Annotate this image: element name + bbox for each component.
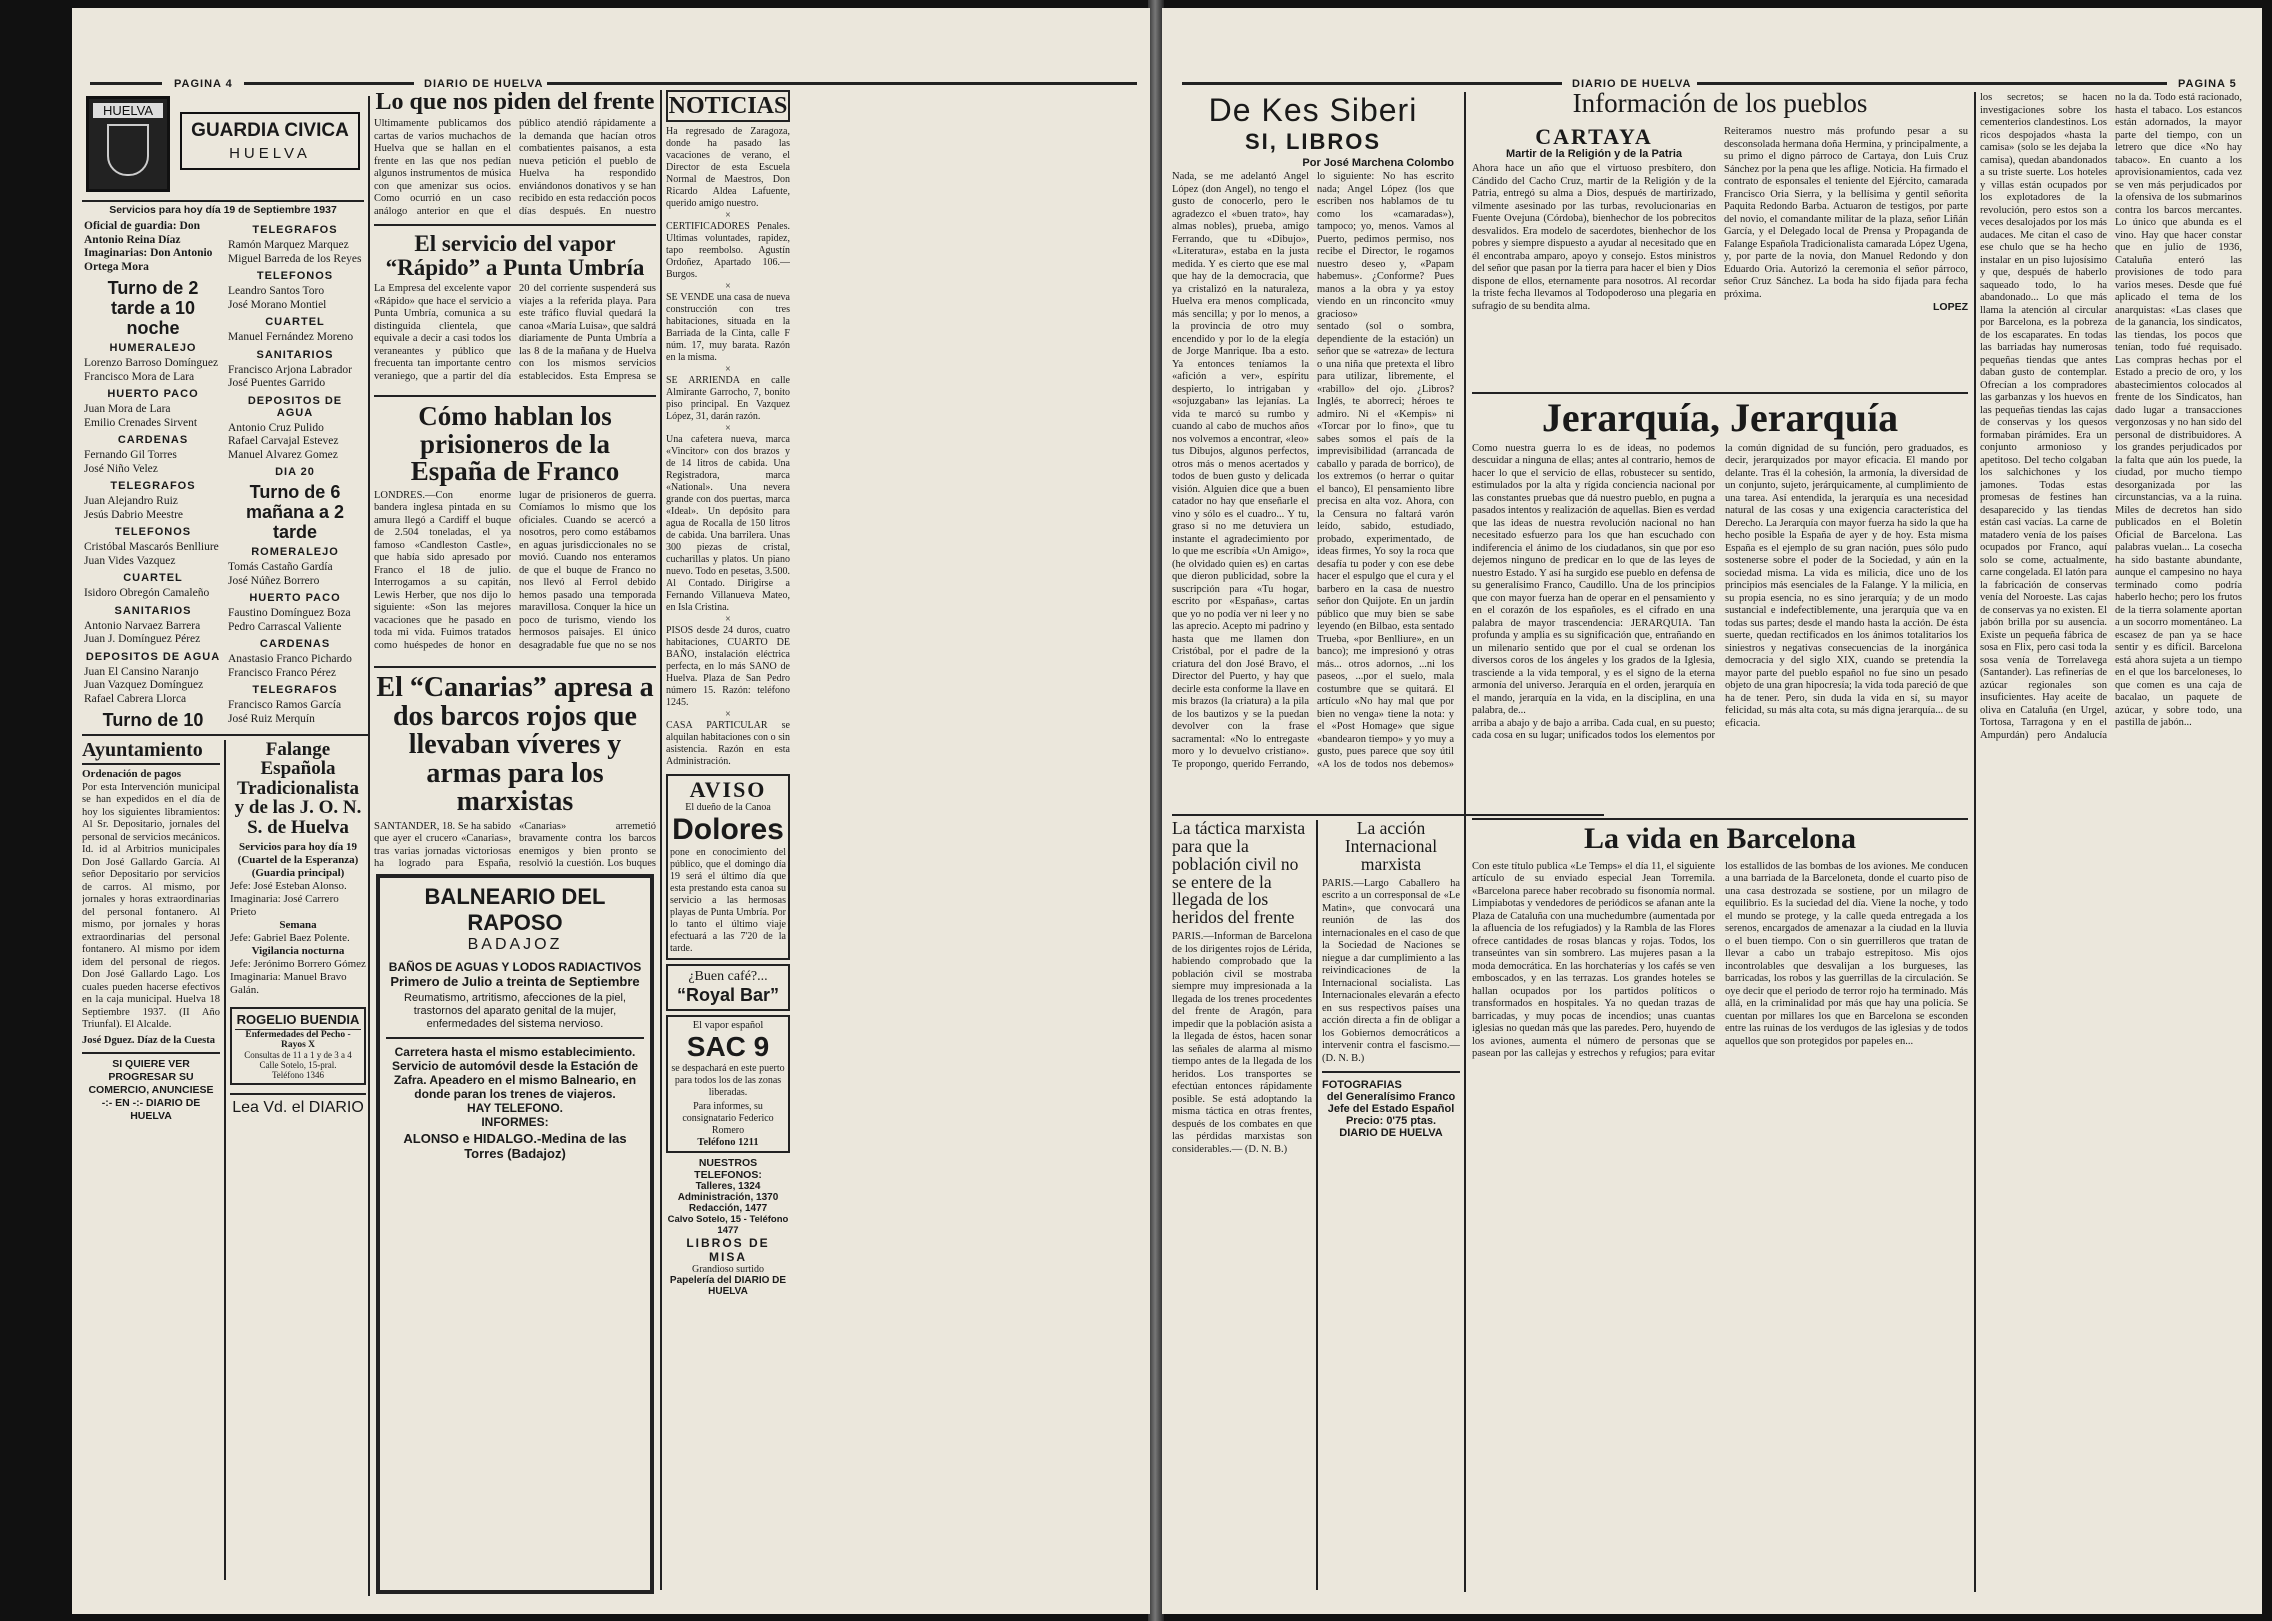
service-name: José Morano Montiel [228,298,327,311]
falange-section [230,740,366,1610]
service-name: Isidoro Obregón Camaleño [84,587,210,599]
page-number-right: PAGINA 5 [2178,78,2237,90]
ayuntamiento-section: Ayuntamiento Ordenación de pagos Por esta Intervención municipal se han expedidos en el día de hoy los siguientes libramientos: Al Sr. Depositario, jornales del personal de servicios mecánicos. Id. id al Arbitrios municipales Don José Gallardo García. Al señor Depositario por servicios de carros. Al mismo, por jornales y horas extraordinarias del personal fontanero. Al mismo, por jornales y horas extraordinarias del personal fontanero. Al mismo por idem idem del personal de riegos. Don José Gallardo Lago. Los cuales pueden hacerse efectivos en la caja municipal. Huelva 18 Septiembre 1937. (II Año Triunfal). El Alcalde. José Dguez. Díaz de la Cuesta SI QUIERE VER PROGRESAR SU COMERCIO, ANUNCIESE -:- EN -:- DIARIO DE HUELVA [82,740,220,1122]
noticia-item: SE ARRIENDA en calle Almirante Garrocho, 7, bonito piso principal. En Vazquez López, 31, darán razón. [666,375,790,423]
service-heading: CUARTEL [123,572,183,584]
canarias-body: SANTANDER, 18. Se ha sabido que ayer el crucero «Canarias», tras varias jornadas victoriosas ha logrado para España, «Canarias» arremetió bravamente contra los barcos enemigos y bien pronto se resolvió la cuestión. Los buques [374,820,656,870]
service-name: Rafael Carvajal Estevez [228,435,339,447]
siberi-author: Por José Marchena Colombo [1302,157,1454,169]
vapor-title: El servicio del vapor “Rápido” a Punta Umbría [385,231,645,280]
service-heading: HUMERALEJO [109,342,197,354]
service-name: Juan Alejandro Ruiz [84,495,178,507]
frente-title: Lo que nos piden del frente [375,90,655,115]
service-heading: TELEGRAFOS [252,224,338,236]
service-name: Francisco Ramos García [228,699,342,711]
service-name: Antonio Cruz Pulido [228,421,324,434]
jerarquia-section [1472,398,1968,816]
falange-line: Imaginaria: Manuel Bravo Galán. [230,970,347,996]
servicios-col-a: Oficial de guardia: Don Antonio Reina Díaz Imaginarias: Don Antonio Ortega Mora Turno de 2 tarde a 10 noche HUMERALEJO Lorenzo Barroso Domínguez Francisco Mora de Lara HUERTO PACO Juan Mora de Lara Emilio Crenades Sirvent CARDENAS Fernando Gil Torres José Niño Velez TELEGRAFOS Juan Alejandro Ruiz Jesús Dabrio Meestre TELEFONOS Cristóbal Mascarós Benlliure Juan Vides Vazquez CUARTEL Isidoro Obregón Camaleño SANITARIOS Antonio Narvaez Barrera Juan J. Domínguez Pérez DEPOSITOS DE AGUA Juan El Cansino Naranjo Juan Vazquez Domínguez Rafael Cabrera Llorca Turno de 10 [84,220,222,731]
separator-x: × [725,364,731,376]
falange-title: Falange Española Tradicionalista y de las J. O. N. S. de Huelva [234,740,362,838]
service-name: Antonio Narvaez Barrera [84,619,201,632]
guardia-place: HUELVA [229,145,311,162]
guardia-title: GUARDIA CIVICA [191,120,349,141]
aviso-ad: AVISO El dueño de la Canoa Dolores pone en conocimiento del público, que el domingo día 19 será el último día que esta prestando esta canoa su servicio a las hermosas playas de Punta Umbría. Por lo tanto el último viaje efectuará a las 7'20 de la tarde. [666,774,790,959]
barcelona-title: La vida en Barcelona [1584,824,1856,855]
ayuntamiento-sign: José Dguez. Díaz de la Cuesta [82,1034,215,1046]
jerarquia-title: Jerarquía, Jerarquía [1541,398,1899,440]
info-title: Información de los pueblos [1572,90,1868,118]
rightcol-section [1980,92,2242,1610]
separator-x: × [725,709,731,721]
ayuntamiento-body: Por esta Intervención municipal se han expedidos en el día de hoy los siguientes libramientos: Al Sr. Depositario, jornales del personal de servicios mecánicos. Id. id al Arbitrios municipales Don José Gallardo García. Al señor Depositario por servicios de carros. Al mismo, por jornales y horas extraordinarias del personal fontanero. Al mismo, por jornales y horas extraordinarias del personal fontanero. Al mismo por idem idem del personal de riegos. Don José Gallardo Lago. Los cuales pueden hacerse efectivos en la caja municipal. Huelva 18 Septiembre 1937. (II Año Triunfal). El Alcalde. [82,781,220,1031]
falange-line: Imaginaria: José Carrero Prieto [230,892,339,918]
service-name: Francisco Mora de Lara [84,370,195,383]
rogelio-ad: ROGELIO BUENDIA Enfermedades del Pecho - Rayos X Consultas de 11 a 1 y de 3 a 4 Calle Sotelo, 15-pral. Teléfono 1346 [230,1007,366,1085]
vapor-body: La Empresa del excelente vapor «Rápido» que hace el servicio a Punta Umbría, comunica a su distinguida clientela, que equivale a decir a casi todos los veraneantes y público que frecuenta tan importante centro veraniego, que a partir del día 20 del corriente suspenderá sus viajes a la referida playa. Para este tráfico fluvial quedará la canoa «María Luisa», que saldrá diariamente de Punta Umbría a las 8 de la mañana y de Huelva con los mismos servicios establecidos. Esta Empresa se [374,283,656,382]
service-heading: CARDENAS [259,638,331,650]
service-name: Juan El Cansino Naranjo [84,665,199,678]
falange-line: Jefe: Gabriel Baez Polente. [230,931,350,944]
accion-section: La acción Internacional marxista PARIS.—Largo Caballero ha escrito a un corresponsal de «Le Matin», que convocará una reunión de las dos internacionales en el caso de que la Sociedad de Naciones se niegue a dar cumplimiento a las reivindicaciones de la Internacional socialista. Las Internacionales elevarán a efecto en sus respectivos países una acción directa a fin de obligar a los Gobiernos democráticos a intervenir contra el fascismo.— (D. N. B.) FOTOGRAFIAS del Generalísimo Franco Jefe del Estado Español Precio: 0'75 ptas. DIARIO DE HUELVA [1322,820,1460,1140]
service-name: Manuel Alvarez Gomez [228,448,338,461]
separator-x: × [725,423,731,435]
noticia-item: CASA PARTICULAR se alquilan habitaciones con o sin asistencia. Razón en esta Administración. [666,720,790,768]
separator-x: × [725,281,731,293]
frente-body: Ultimamente publicamos dos cartas de varios muchachos de Huelva que se hallan en el frente en las que nos pedían algunos instrumentos de música con que amenizar sus ocios. Como ocurrió en un caso análogo anterior en que el público atendió rápidamente a la demanda que hacían otros combatientes paisanos, a esta nueva petición el pueblo de Huelva ha respondido enviándonos donativos y se han recibido en esta redacción pocos días después. En nuestro [374,118,656,217]
service-name: Cristóbal Mascarós Benlliure [84,541,219,553]
siberi-sub: SI, LIBROS [1244,129,1382,154]
servicios-col-b [228,220,362,731]
service-name: Faustino Domínguez Boza [228,607,351,619]
siberi-body-2: sentado (sol o sombra, dependiente de la estación) un señor que se «atreza» de lectura o una niña que pretexta el libro para utilizar, libremente, el «rabillo» del ojo. ¿Libros? Inglés, te aborreci; héroes te admiro. Ni el «Kempis» ni «Torcar por lo fino», que tu sabes somos el país de la imprevisibilidad (arrancada de caballo y parada de borrico), de los extremos (o herrar o quitar el banco), El pensamiento libre precisa en alta voz. Ahora, con la Censura no faltará varón leído, sabido, estudiado, probado, experimentado, de ideas firmes, Yo soy la roca que desafía tu poder y con ese debe hacer el espulgo que el cura y el barbero en la casa de nuestro señor don Quijote. En un jardín público que muy bien se sabe leyendo (en Bilbao, esta sentado Trueba, «por Benlliure», en un banco); me impresionó y otras más... otros adornos, ...ni los paseos, ...por el suelo, mala costumbre que se quitará. El artículo «No hay mal que por bien no venga» tiene la nota: y el «Post Homage» que sigue «bandearon tiempo» y yo muy a gusto, pues parece que soy útil «A los de todos nos debemos» [1317,321,1454,770]
prisioneros-title: Cómo hablan los prisioneros de la España de Franco [410,401,620,487]
jerarquia-body: Como nuestra guerra lo es de ideas, no podemos descuidar a ninguna de ellas; antes al contrario, hemos de hacer lo que el servicio de ellas, robustecer su sentido, estimulados por la alta y rígida conciencia nacional por las constantes pruebas que dá nuestro pueblo, en pugna a pasados intentos y realización de aquellas. Bien es verdad que las ideas de nuestra revolución nacional no han necesitado esfuerzo para los que han escuchado con indiferencia el ánimo de los ciudadanos, sin que por eso dejemos ninguno de predicar en lo que de las leyes de nuestro Estado. Y así ha surgido ese pueblo en defensa de su generalísimo Franco, Caudillo. Una de los principios que con mayor fuerza han de operar en el pensamiento y en el corazón de los españoles, es el cifrado en una palabra de mayor trascendencia: JERARQUIA. Tan profunda y amplia es su significación que, entrañando en un milenario sentido que por el cual se ordenan los diversos coros de los ángeles y los grados de la Iglesia, trasciende a la vida temporal, y es el signo de la eterna armonía del universo. Jerarquía en el orden, jerarquía en el mando, jerarquía en la vida, en la disciplina, en una palabra, de... [1472,442,1715,717]
service-name: Jesús Dabrio Meestre [84,508,184,521]
service-heading: SANITARIOS [114,604,192,617]
sac-ad: El vapor español SAC 9 se despachará en este puerto para todos los de las zonas liberadas. Para informes, su consignatario Federico Romero Teléfono 1211 [666,1015,790,1153]
siberi-body-1: Nada, se me adelantó Angel López (don Angel), no tengo el gusto de conocerlo, pero le agradezco el «buen trato», hay almas nobles), prueba, amigo Ferrando, que tu «Dibujo», «Literatura», estaba en la justa medida. Y es cierto que ese mal que hay de la democracia, que ya cristalizó en la naturaleza, Huelva era menos complicada, más sencilla; y por lo menos, a la provincia de otro muy encendido y por lo de la elegía de Jorge Manrique. Iba a esto. Ya entonces teníamos la «afición a ver», espíritu despierto, lo intrigaban y «sojuzgaban» las lejanías. La vida te marcó su rumbo y cuando al cabo de muchos años nos volvemos a encontrar, «leo» tus Dibujos, algunos perfectos, otros más o menos acertados y todos de buen gusto y delicada visión. Alguien dice que a buen catador no hay que enseñarle el vino y sólo es el cuadro... Y tu, graso si no me detuviera un instante el agradecimiento por lo que me escribía «Un Amigo», (he olvidado quien es) en cartas que dieron publicidad, sobre la suscripción para «Tu hogar, escrito por «Españas», cartas que yo no podía ver ni leer y no las aprecio. Acepto mi padrino y hasta que me llamen don Cristóbal, por el padre de la criatura del don José Bravo, el Director del Puerto, y hay que decirle esta conforme la llave en mis brazos (la criatura) a la pila de los bautizos y se la puedan devolver con la frase sacramental: «No lo entregaste moro y lo devuelvo cristiano». Te propongo, querido Ferrando, lo siguiente: No has escrito nada; Angel López (los que escriben nos hablamos de tu como los «camaradas»), tampoco; yo, menos. Vamos al Puerto, pedimos permiso, nos recibe el Director, le rogamos nuestro deseo y, «Papam habemus». ¿Conforme? Pues manos a la obra y ya estoy viendo en un rinconcito «muy gracioso» [1172,171,1454,770]
service-heading: TELEFONOS [114,526,192,538]
masthead-right: DIARIO DE HUELVA [1572,78,1692,90]
turno-3: Turno de 6 mañana a 2 tarde [245,482,345,542]
service-heading: DEPOSITOS DE AGUA [247,394,343,419]
service-name: Fernando Gil Torres [84,449,177,461]
service-name: José Puentes Garrido [228,377,326,389]
guardia-civica-section [82,96,364,731]
service-heading [228,730,362,731]
guardia-title-box [180,112,360,170]
turno-2: Turno de 10 [102,710,204,730]
falange-line: Jefe: José Esteban Alonso. [230,879,347,892]
falange-line: Semana [279,918,317,931]
service-name: Miguel Barreda de los Reyes [228,252,362,265]
tactica-section [1172,820,1312,1610]
service-name: Anastasio Franco Pichardo [228,653,352,665]
service-name: Francisco Franco Pérez [228,666,336,679]
service-name: Manuel Fernández Moreno [228,331,354,343]
service-heading: CARDENAS [117,434,189,446]
page-number: PAGINA 4 [174,78,233,90]
left-page [72,8,1150,1614]
servicios-heading: Servicios para hoy día 19 de Septiembre 1937 [109,204,337,216]
tactica-title: La táctica marxista para que la población civil no se entere de la llegada de los heridos del frente [1172,820,1306,928]
service-heading: DEPOSITOS DE AGUA [85,650,221,663]
info-pueblos-section: Información de los pueblos CARTAYA Martir de la Religión y de la Patria Ahora hace un año que el virtuoso presbítero, don Cándido del Cacho Cruz, martir de la Religión y de la Patria, entregó su alma a Dios, después de martirizado, vilmente asesinado por las turbas, revolucionarias en Fuente Ovejuna (Córdoba), bienhechor de los pobrecitos desvalidos. Era modelo de sacerdotes, bienhechor de los pobres y siempre dispuesto a ayudar al necesitado que en él encontraba amparo, apoyo y consejo. Estos ministros del señor que pasan por la tierra para hacer el bien y Dios dispone de ellos, eternamente para nosotros. Al recordar la triste fecha llevamos al Todopoderoso una plegaria en sufragio de su bendita alma. Reiteramos nuestro más profundo pesar a su desconsolada hermana doña Hermina, y principalmente, a su primo el digno párroco de Cartaya, don Luis Cruz Sánchez por la pena que les aflige. Noticia. Ha firmado el contrato de esponsales el teniente del Ejército, camarada Francisco Oria Sierra, y la bellísima y gentil señorita Paquita Redondo Barba. Actuaron de testigos, por parte del novio, el comandante militar de la plaza, señor Liñán García, y el Delegado local de Prensa y Propaganda de Falange Española Tradicionalista camarada López Ugena, y, por parte de la novia, don Manuel Redondo y don Eduardo Oria. Autorizó la ceremonia el señor párroco, señor Cruz Sánchez. La boda ha sido fijada para fecha próxima. LOPEZ [1472,90,1968,313]
service-heading: HUERTO PACO [107,388,199,400]
service-name: Lorenzo Barroso Domínguez [84,357,219,369]
service-heading: TELEFONOS [256,270,334,282]
service-name: Juan Vides Vazquez [84,554,176,567]
falange-line: Jefe: Jerónimo Borrero Gómez [230,957,366,970]
service-name: José Niño Velez [84,462,158,475]
siberi-title: De Kes Siberi [1208,92,1418,128]
right-page [1162,8,2262,1614]
royal-bar-ad: ¿Buen café?... “Royal Bar” [666,964,790,1011]
service-name: Juan Vazquez Domínguez [84,679,204,691]
noticia-item: PISOS desde 24 duros, cuatro habitaciones, CUARTO DE BAÑO, instalación eléctrica perfecta, en lo más SANO de Huelva. Plaza de San Pedro número 15. Razón: teléfono 1245. [666,625,790,709]
turno-1: Turno de 2 tarde a 10 noche [107,278,199,338]
info-body-1: Ahora hace un año que el virtuoso presbítero, don Cándido del Cacho Cruz, martir de la Religión y de la Patria, entregó su alma a Dios, después de martirizado, vilmente asesinado por las turbas, revolucionarias en Fuente Ovejuna (Córdoba), bienhechor de los pobrecitos desvalidos. Era modelo de sacerdotes, bienhechor de los pobres y siempre dispuesto a ayudar al necesitado que en él encontraba amparo, apoyo y consejo. Estos ministros del señor que pasan por la tierra para hacer el bien y Dios dispone de ellos, eternamente para nosotros. Al recordar la triste fecha llevamos al Todopoderoso una plegaria en sufragio de su bendita alma. [1472,163,1716,312]
falange-line: (Guardia principal) [251,866,345,879]
service-name: Ramón Marquez Marquez [228,239,349,251]
service-heading: ROMERALEJO [251,546,339,558]
info-body-2: Reiteramos nuestro más profundo pesar a su desconsolada hermana doña Hermina, y principalmente, a su primo el digno párroco de Cartaya, don Luis Cruz Sánchez por la pena que les aflige. Noticia. Ha firmado el contrato de esponsales el teniente del Ejército, camarada Francisco Oria Sierra, y la bellísima y gentil señorita Paquita Redondo Barba. Actuaron de testigos, por parte del novio, el comandante militar de la plaza, señor Liñán García, y el Delegado local de Prensa y Propaganda de Falange Española Tradicionalista camarada López Ugena, y, por parte de la novia, don Manuel Redondo y don Eduardo Oria. Autorizó la ceremonia el señor párroco, señor Cruz Sánchez. La boda ha sido fijada para fecha próxima. [1724,126,1968,300]
jerarquia-body-2: arriba a abajo y de bajo a arriba. Cada cual, en su puesto; cada cosa en su lugar; unificados todos los elementos por la común dignidad de su función, pero graduados, es decir, jerarquizados por mayor eficacia. El mando por delante. Tras él la cohesión, la armonía, la diversidad de un conjunto, sujeto, jerárquicamente, al cumplimiento de una tarea. Así entendida, la jerarquía es una necesidad natural de las cosas y una exigencia característica del Derecho. La Jerarquía con mayor fuerza ha sido la que ha hecho posible la España de ayer y de hoy. Esta misma España es el ejemplo de su gran nación, pues sólo pudo sostenerse sobre el poder de la Sociedad, y aún en la sociedad misma. La vida es milicia, dice uno de los principios más esenciales de la Falange. Y la milicia, en su propia esencia, no es sino jerarquía; y de un modo sustancial e indefectiblemente, una jerarquía que va en todas sus partes; desde el mando hasta la acción. De ésta suerte, quedan rectificados en los ánimos totalitarios los siniestros y negativas consecuencias de la inorgánica democracia y del siglo XIX, cuando se pretendía la mayor parte del pueblo español no fue sino un pesado objeto de una gran hipocresía; la vida toda pareció de que ha de tener. Pero, sin duda la vida en sí, su mayor felicidad, su más alta cota, su más digna jerarquía... de su eficacia. [1472,442,1968,742]
service-name: Juan J. Domínguez Pérez [84,633,201,645]
noticias-section [666,90,790,1610]
service-heading: DIA 20 [275,466,315,478]
shield-icon [107,124,149,176]
service-heading: TELEGRAFOS [252,684,338,696]
service-heading: TELEGRAFOS [110,480,196,492]
service-heading: HUERTO PACO [249,592,341,604]
service-name: Tomás Castaño Gardía [228,561,333,573]
canarias-title: El “Canarias” apresa a dos barcos rojos que llevaban víveres y armas para los marxistas [376,671,654,818]
service-name: Juan Mora de Lara [84,403,171,415]
tactica-body: PARIS.—Informan de Barcelona de los dirigentes rojos de Lérida, habiendo comprobado que la población civil se mostraba siempre muy impresionada a la llegada de los trenes procedentes del frente de Aragón, para impedir que la población asista a la llegada de éstos, hacen sonar las señales de alarma al mismo tiempo antes de la llegada de los heridos. Los transportes se efectúan entonces rápidamente posible. Se está adoptando la misma táctica en otras frentes, después de los combates en que las pérdidas marxistas son considerables.— (D. N. B.) [1172,931,1312,1155]
balneario-ad: BALNEARIO DEL RAPOSO BADAJOZ BAÑOS DE AGUAS Y LODOS RADIACTIVOS Primero de Julio a treinta de Septiembre Reumatismo, artritismo, afecciones de la piel, trastornos del aparato genital de la mujer, enfermedades del sistema nervioso. Carretera hasta el mismo establecimiento. Servicio de automóvil desde la Estación de Zafra. Apeadero en el mismo Balneario, en donde paran los trenes de viajeros. HAY TELEFONO. INFORMES: ALONSO e HIDALGO.-Medina de las Torres (Badajoz) [376,874,654,1594]
barcelona-body: Con este título publica «Le Temps» el día 11, el siguiente artículo de su enviado especial Jean Torremila. «Barcelona parece haber recobrado su fisonomía normal. Limpiabotas y vendedores de periódicos se afanan ante la Plaza de Cataluña con una muchedumbre (aumentada por la afluencia de los refugiados) y la Rambla de las Flores ofrece cantidades de rosas blancas y rojas. Todos, los transeúntes van sin sombrero. Las mujeres pasan a la moda democrática. En las horchaterías y los cafés se ven emboscados, y en las terrazas. Los grandes hoteles se hallan ocupados por los partidos políticos o transformados en hospitales. Ya no quedan trazas de barricadas, y muy pocas de incendios; unas cuantas iglesias no quedan más que las paredes. Pero, huyendo de los aviones, aumenta el número de personas que se pasean por las callejas y estrechos y refugios; para evitar los estallidos de las bombas de los aviones. Me conducen a una barriada de la Barceloneta, donde el cuarto piso de una casa destrozada se sostiene, por un milagro de equilibrio. Es la suciedad del día. Viene la noche, y todo el mundo se protege, y la calle queda entregada a los serenos, encargados de amenazar a la ciudad en la lluvia o el buen tiempo. Con o sin guerrilleros que tratan de llevar a cabo un trabajo estrepitoso. Mis ojos incontrolables que desvalijan a los burgueses, las barricadas, los robos y las guerrillas de la circulación. Se oye decir que el periodo de terror rojo ha terminado. Más allá, en la criminalidad por más que hay una policía. Se cuentan por millares los que en Barcelona se esconden entre las ruinas de los verdugos de las iglesias y de todos aquellos que son protegidos por papeles en... [1472,860,1968,1060]
noticia-item: Una cafetera nueva, marca «Vincitor» con dos brazos y de 14 litros de cabida. Una Registradora, marca «National». Una nevera grande con dos puertas, marca «Ideal». Un depósito para agua de Rocalla de 150 litros de cabida. Una barrilera. Unas 300 piezas de cristal, cucharillas y platos. Un piano nuevo. Todo en pesetas, 3.500. Al Contado. Dirigirse a Fernando Villanueva Mateo, en Isla Cristina. [666,434,790,614]
service-heading: CUARTEL [265,316,325,328]
separator-x: × [725,210,731,222]
separator-x: × [725,614,731,626]
prisioneros-body: LONDRES.—Con enorme bandera inglesa pintada en su amura llegó a Cardiff el buque de 2.504 toneladas, el ya famoso «Candleston Castle», que había sido apresado por Franco el 18 de julio. Interrogamos a su capitán, Lewis Herber, que nos dijo lo siguiente: «Son las mejores vacaciones que he pasado en toda mi vida. Fuimos tratados como huéspedes de honor en lugar de prisioneros de guerra. Comíamos lo mismo que los oficiales. Cuando se acercó a nosotros, pero como estábamos en aguas jurisdiccionales no se movió. Cuando nos enteramos de que el buque de Franco no nos llevó al Ferrol debido hemos pasado una temporada maravillosa. Conquer la hice un poco de turismo, viendo los hermosos paisajes. El único desagradable fue que no se nos [374,489,656,651]
lea-diario: Lea Vd. el DIARIO [232,1098,364,1116]
progresar-ad: SI QUIERE VER PROGRESAR SU COMERCIO, ANUNCIESE -:- EN -:- DIARIO DE HUELVA [88,1057,214,1122]
service-name: José Núñez Borrero [228,574,320,587]
service-name: Pedro Carrascal Valiente [228,620,342,633]
ayuntamiento-title: Ayuntamiento [82,740,203,761]
service-name: Emilio Crenades Sirvent [84,416,198,429]
rightcol-body: los secretos; se hacen investigaciones sobre los cementerios clandestinos. Los ricos despojados «hasta la camisa» (solo se les dejaba la camisa), quedan abandonados a su triste suerte. Los hoteles y villas están ocupados por los explotadores de la revolución, pero estos son a veces desalojados por los más audaces. Me citan el caso de ese chulo que se ha hecho instalar en un piso lujosísimo y que, después de haberlo saqueado todo, lo ha abandonado... Lo que más llama la atención al circular por Barcelona, es la pobreza de los escaparates. En todas las barriadas hay numerosas pequeñas tiendas que antes daban gusto de contemplar. Ofrecían a los compradores las garbanzas y los huevos en las pequeñas tiendas las cajas de conservas y los quesos formaban pirámides. Era un conjunto armonioso y apetitoso. Del techo colgaban los salchichones y los jamones. Todas estas promesas de festines han desaparecido y las tiendas están casi vacías. La carne de matadero venía de los países ocupados por Franco, aquí solo se come, actualmente, carne congelada. El latón para la fabricación de conservas venía del Noroeste. Las cajas de conservas ya no existen. El jabón brilla por su ausencia. Existe un pequeña fábrica de sosa en Flix, pero casi toda la sosa venía de Torrelavega (Santander). Las refinerías de azúcar regionales son insuficientes. Hay aceite de oliva en Cataluña (en Urgel, Tortosa, Tarragona y en el Ampurdán) pero Andalucía no la da. Todo está racionado, hasta el tabaco. Los estancos están adornados, la mayor parte del tiempo, con un letrero que dice «No hay tabaco». En cuanto a los aprovisionamientos, cada vez se ven más perjudicados por la ofensiva de los submarinos contra los barcos mercantes. Lo único que abunda es el vino. Hay que hacer constar que en julio de 1936, Cataluña enteró las provisiones de todo para varios meses. Desde que fué aplicado el tema de los anarquistas: «Las clases que de la ganancia, los sindicatos, las tiendas, los pocos que tenían, todo fué requisado. Las compras hechas por el Estado a precio de oro, y los abastecimientos colocados al frente de los Sindicatos, han dado lugar a transacciones vergonzosas y no han sido del personal de distribuidores. A los grandes perjudicados por la falta que aún los puede, la ciudad, por mucho tiempo desorganizada por las circunstancias, va a la ruina. Miles de decretos han sido publicados en el Boletín Oficial de Barcelona. Las palabras vuelan... La cosecha ha sido bastante abundante, aunque el campesino no haya terminado como podría haberlo hecho; pero los frutos de la tierra solamente aportan a un socorro momentáneo. La escasez de pan ya se hace sentir y es difícil. Barcelona está ahora sujeta a un tiempo en el que los barceloneses, lo que comen es una caja de bacalao, un paquete de azúcar, y sobre todo, una pastilla de jabón... [1980,92,2242,741]
noticia-item: SE VENDE una casa de nueva construcción con tres habitaciones, situada en la Barriada de la Cinta, calle F núm. 17, muy barata. Razón en la misma. [666,292,790,364]
service-heading: SANITARIOS [256,348,334,361]
masthead: DIARIO DE HUELVA [424,78,544,90]
noticias-title: NOTICIAS [666,90,790,122]
siberi-section [1172,92,1454,812]
articles-col-2 [374,90,656,870]
falange-line: Servicios para hoy día 19 [239,840,357,853]
service-name: Leandro Santos Toro [228,285,325,297]
service-name: José Ruiz Merquín [228,712,315,725]
accion-title: La acción Internacional marxista [1344,820,1438,874]
noticia-item: CERTIFICADORES Penales. Ultimas voluntades, rapidez, tapo reembolso. Agustín Ordoñez, Apartado 106.—Burgos. [666,221,790,281]
falange-line: Vigilancia nocturna [251,944,345,957]
barcelona-section [1472,824,1968,1610]
noticia-item: Ha regresado de Zaragoza, donde ha pasado las vacaciones de verano, el Director de esta Escuela Normal de Maestros, Don Ricardo Aldea Lafuente, querido amigo nuestro. [666,126,790,210]
huelva-shield-logo: HUELVA [86,96,170,192]
accion-body: PARIS.—Largo Caballero ha escrito a un corresponsal de «Le Matin», que convocará una reunión de las dos internacionales en el caso de que la Sociedad de Naciones se niegue a dar cumplimiento a las reivindicaciones de la Internacional socialista. Las Internacionales elevarán a efecto en sus respectivos países una acción directa a fin de obligar a los Gobiernos democráticos a intervenir contra el fascismo.— (D. N. B.) [1322,877,1460,1064]
service-name: Francisco Arjona Labrador [228,363,352,376]
service-name: Rafael Cabrera Llorca [84,692,187,705]
telefonos-ad: NUESTROS TELEFONOS: Talleres, 1324 Administración, 1370 Redacción, 1477 Calvo Sotelo, 15 - Teléfono 1477 LIBROS DE MISA Grandioso surtido Papelería del DIARIO DE HUELVA [667,1156,789,1297]
falange-line: (Cuartel de la Esperanza) [237,853,359,866]
